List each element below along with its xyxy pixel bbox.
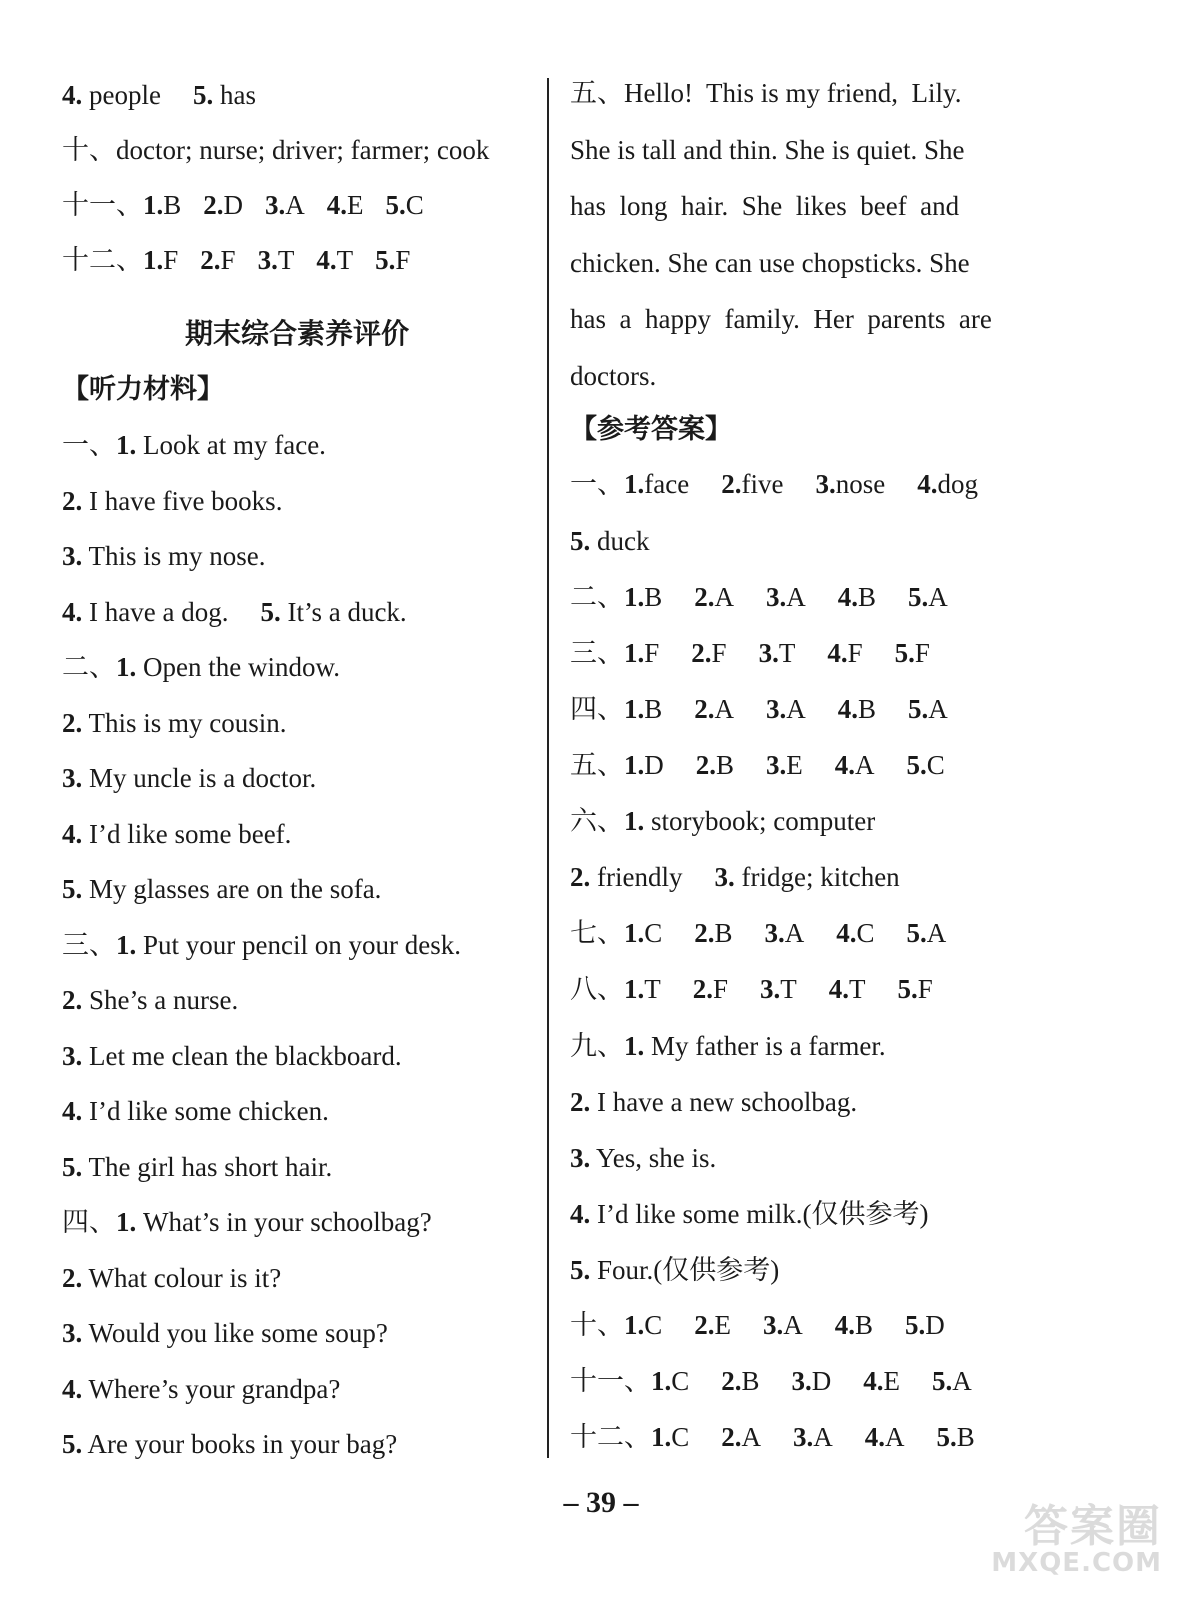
item-number: 4. xyxy=(837,694,859,724)
item-text: Are your books in your bag? xyxy=(82,1429,398,1459)
item-value: D xyxy=(644,750,664,780)
section-prefix: 八、 xyxy=(570,974,624,1004)
item-text: Would you like some soup? xyxy=(82,1318,388,1348)
section-prefix: 三、 xyxy=(570,638,624,668)
item-number: 2. xyxy=(691,638,712,668)
item-text: duck xyxy=(590,526,650,556)
item-text: She’s a nurse. xyxy=(82,985,239,1015)
answer-row xyxy=(570,748,945,782)
item-number: 5. xyxy=(897,974,918,1004)
item-number: 4. xyxy=(326,190,348,220)
item-text: Open the window. xyxy=(136,652,340,682)
answer-line xyxy=(62,78,256,112)
answer-line xyxy=(570,1029,886,1063)
item-value: B xyxy=(644,694,663,724)
item-number: 3. xyxy=(764,918,785,948)
item-number: 5. xyxy=(932,1366,953,1396)
passage-line: She is tall and thin. She is quiet. She xyxy=(570,134,965,165)
item-number: 1. xyxy=(116,1207,137,1237)
passage-line: 五、Hello! This is my friend, Lily. xyxy=(570,78,962,108)
item-number: 1. xyxy=(116,430,137,460)
item-number: 2. xyxy=(62,707,83,738)
answer-line xyxy=(570,1141,716,1175)
item-number: 3. xyxy=(62,1040,83,1071)
item-number: 2. xyxy=(62,485,83,516)
item-value: C xyxy=(856,918,875,948)
item-number: 4. xyxy=(834,1310,856,1340)
item-text: Put your pencil on your desk. xyxy=(136,929,461,960)
item-number: 1. xyxy=(624,694,645,724)
item-text: fridge; kitchen xyxy=(734,862,900,892)
listening-line xyxy=(62,539,266,573)
item-value: A xyxy=(928,582,948,612)
section-prefix: 十二、 xyxy=(570,1422,651,1452)
item-number: 3. xyxy=(766,694,787,724)
item-number: 3. xyxy=(791,1366,812,1396)
item-value: A xyxy=(786,582,806,612)
item-number: 4. xyxy=(827,638,848,668)
item-number: 2. xyxy=(694,1310,715,1340)
item-number: 4. xyxy=(836,918,857,948)
answer-row xyxy=(570,916,946,950)
item-value: C xyxy=(671,1422,690,1452)
item-value: E xyxy=(786,750,803,780)
item-text: This is my cousin. xyxy=(82,707,287,738)
answer-line xyxy=(570,860,900,894)
item-value: A xyxy=(786,694,806,724)
passage-line: has long hair. She likes beef and xyxy=(570,191,960,221)
item-value: B xyxy=(714,918,733,948)
listening-line xyxy=(62,428,326,462)
section-prefix: 一、 xyxy=(62,430,116,460)
item-value: B xyxy=(855,1310,874,1340)
item-number: 5. xyxy=(260,596,281,627)
item-number: 4. xyxy=(863,1366,884,1396)
item-value: A xyxy=(926,918,947,948)
item-value: T xyxy=(644,974,661,1004)
item-number: 5. xyxy=(908,582,929,612)
item-number: 3. xyxy=(815,469,836,499)
item-text: What’s in your schoolbag? xyxy=(136,1207,432,1237)
item-number: 3. xyxy=(766,750,787,780)
section-prefix: 十二、 xyxy=(62,245,143,275)
answer-line xyxy=(570,804,875,838)
item-number: 5. xyxy=(62,1151,83,1182)
item-number: 4. xyxy=(834,750,856,780)
item-number: 4. xyxy=(316,245,337,275)
item-number: 2. xyxy=(721,1366,742,1396)
item-number: 2. xyxy=(695,750,716,780)
item-number: 1. xyxy=(624,1031,645,1061)
item-text: My uncle is a doctor. xyxy=(82,763,317,793)
item-value: F xyxy=(847,638,863,668)
item-value: C xyxy=(926,750,945,780)
item-number: 2. xyxy=(721,1422,742,1452)
answer-row xyxy=(570,580,948,614)
item-value: T xyxy=(780,974,797,1004)
item-text: I’d like some beef. xyxy=(82,818,292,849)
watermark-url: MXQE.COM xyxy=(991,1548,1162,1578)
item-number: 2. xyxy=(694,694,715,724)
passage-line: chicken. She can use chopsticks. She xyxy=(570,247,970,278)
item-text: people xyxy=(82,80,161,110)
section-prefix: 九、 xyxy=(570,1031,624,1061)
item-value: A xyxy=(783,1310,803,1340)
item-value: B xyxy=(858,582,877,612)
item-number: 4. xyxy=(864,1422,886,1452)
item-number: 3. xyxy=(570,1143,591,1173)
page-number: – 39 – xyxy=(563,1486,639,1519)
item-number: 2. xyxy=(62,1262,83,1293)
item-number: 5. xyxy=(62,1429,83,1459)
section-prefix: 四、 xyxy=(570,694,624,724)
listening-line xyxy=(62,650,340,684)
item-text: I have five books. xyxy=(82,485,283,516)
item-value: T xyxy=(336,245,354,275)
item-value: five xyxy=(741,469,784,499)
listening-header: 【听力材料】 xyxy=(62,374,224,405)
answer-line xyxy=(570,1253,779,1287)
answer-row xyxy=(570,636,930,670)
item-number: 1. xyxy=(143,245,164,275)
item-number: 4. xyxy=(837,582,859,612)
section-prefix: 十一、 xyxy=(570,1366,651,1396)
item-number: 3. xyxy=(760,974,781,1004)
item-text: I have a dog. xyxy=(82,596,229,627)
item-number: 4. xyxy=(62,818,83,849)
section-title: 期末综合素养评价 xyxy=(184,317,409,350)
listening-line xyxy=(62,484,282,518)
item-number: 4. xyxy=(62,80,83,110)
listening-line xyxy=(62,872,381,906)
item-value: A xyxy=(741,1422,762,1452)
passage-line: doctors. xyxy=(570,360,657,391)
item-number: 5. xyxy=(936,1422,957,1452)
item-number: 1. xyxy=(624,974,645,1004)
item-number: 2. xyxy=(62,985,83,1015)
section-prefix: 一、 xyxy=(570,469,624,499)
item-value: A xyxy=(855,750,875,780)
item-number: 2. xyxy=(694,582,715,612)
item-number: 4. xyxy=(570,1199,591,1229)
item-text: Where’s your grandpa? xyxy=(82,1373,341,1404)
item-number: 1. xyxy=(651,1422,672,1452)
section-prefix: 六、 xyxy=(570,806,624,836)
item-value: A xyxy=(952,1366,972,1396)
item-number: 5. xyxy=(375,245,396,275)
item-value: D xyxy=(223,190,244,220)
item-value: E xyxy=(347,190,364,220)
section-prefix: 二、 xyxy=(570,582,624,612)
item-number: 2. xyxy=(721,469,742,499)
item-value: E xyxy=(883,1366,901,1396)
section-prefix: 二、 xyxy=(62,652,116,682)
item-value: B xyxy=(956,1422,975,1452)
item-number: 2. xyxy=(694,918,715,948)
listening-line xyxy=(62,1094,329,1128)
listening-line xyxy=(62,706,287,740)
answer-row xyxy=(570,1364,972,1398)
item-text: storybook; computer xyxy=(644,806,876,836)
item-value: B xyxy=(741,1366,760,1396)
item-number: 3. xyxy=(257,245,278,275)
item-text: Four.(仅供参考) xyxy=(590,1255,780,1285)
item-number: 3. xyxy=(766,582,787,612)
item-text: What colour is it? xyxy=(82,1262,282,1293)
answers-header: 【参考答案】 xyxy=(570,414,732,445)
item-value: T xyxy=(277,245,295,275)
item-value: B xyxy=(644,582,663,612)
column-divider xyxy=(547,78,549,1458)
item-value: B xyxy=(716,750,735,780)
item-number: 3. xyxy=(758,638,779,668)
section-prefix: 十、 xyxy=(570,1310,624,1340)
answer-line xyxy=(570,1197,928,1231)
item-value: B xyxy=(163,190,182,220)
item-number: 3. xyxy=(62,1318,83,1348)
item-value: nose xyxy=(835,469,886,499)
section-prefix: 七、 xyxy=(570,918,624,948)
item-text: I’d like some chicken. xyxy=(82,1096,329,1126)
item-number: 1. xyxy=(624,806,645,836)
item-number: 1. xyxy=(624,638,645,668)
item-value: T xyxy=(778,638,796,668)
listening-line xyxy=(62,1316,388,1350)
item-value: face xyxy=(644,469,690,499)
item-value: T xyxy=(849,974,866,1004)
item-value: A xyxy=(714,694,735,724)
item-number: 1. xyxy=(624,1310,645,1340)
section-prefix: 三、 xyxy=(62,929,116,960)
item-value: A xyxy=(813,1422,833,1452)
listening-line xyxy=(62,1427,397,1461)
answer-row xyxy=(570,972,933,1006)
item-number: 3. xyxy=(763,1310,784,1340)
item-value: E xyxy=(714,1310,732,1340)
item-number: 5. xyxy=(570,1255,591,1285)
item-value: C xyxy=(644,918,663,948)
item-text: It’s a duck. xyxy=(280,596,407,627)
item-number: 4. xyxy=(828,974,850,1004)
item-text: Yes, she is. xyxy=(590,1143,717,1173)
section-prefix: 四、 xyxy=(62,1207,116,1237)
listening-line xyxy=(62,1261,281,1295)
item-number: 3. xyxy=(62,763,83,793)
item-number: 5. xyxy=(192,80,214,110)
item-text: This is my nose. xyxy=(82,541,266,571)
item-value: F xyxy=(395,245,411,275)
item-number: 2. xyxy=(692,974,713,1004)
item-text: Look at my face. xyxy=(136,430,326,460)
item-number: 3. xyxy=(62,541,83,571)
item-number: 2. xyxy=(570,862,591,892)
listening-line xyxy=(62,983,238,1017)
answer-row xyxy=(62,188,424,222)
item-value: F xyxy=(163,245,179,275)
item-value: A xyxy=(714,582,735,612)
item-number: 3. xyxy=(265,190,286,220)
item-number: 4. xyxy=(62,596,83,627)
item-number: 3. xyxy=(793,1422,814,1452)
listening-line xyxy=(62,1039,402,1073)
listening-line xyxy=(62,595,407,629)
item-value: C xyxy=(405,190,424,220)
item-number: 4. xyxy=(62,1096,83,1126)
item-value: B xyxy=(858,694,877,724)
answer-line: 十、doctor; nurse; driver; farmer; cook xyxy=(62,135,490,165)
item-text: friendly xyxy=(590,862,683,892)
item-number: 3. xyxy=(714,862,735,892)
item-text: My father is a farmer. xyxy=(644,1031,886,1061)
item-value: F xyxy=(220,245,236,275)
item-number: 4. xyxy=(917,469,938,499)
passage-line: has a happy family. Her parents are xyxy=(570,304,992,334)
answer-row xyxy=(62,243,410,277)
item-value: C xyxy=(644,1310,663,1340)
item-text: My glasses are on the sofa. xyxy=(82,874,382,904)
answer-row xyxy=(570,692,948,726)
item-number: 5. xyxy=(906,918,927,948)
item-text: The girl has short hair. xyxy=(82,1151,333,1182)
item-number: 1. xyxy=(624,469,645,499)
item-value: F xyxy=(914,638,930,668)
item-value: C xyxy=(671,1366,690,1396)
item-number: 5. xyxy=(908,694,929,724)
item-number: 5. xyxy=(905,1310,926,1340)
item-number: 2. xyxy=(203,190,224,220)
item-number: 5. xyxy=(385,190,406,220)
item-number: 1. xyxy=(143,190,164,220)
item-value: A xyxy=(885,1422,905,1452)
answer-row xyxy=(570,1308,945,1342)
listening-line xyxy=(62,928,461,962)
item-number: 1. xyxy=(624,918,645,948)
watermark-logo xyxy=(982,1490,1162,1590)
answer-row xyxy=(570,467,978,501)
item-number: 4. xyxy=(62,1373,83,1404)
item-value: A xyxy=(784,918,805,948)
item-number: 1. xyxy=(116,652,137,682)
item-value: F xyxy=(713,974,729,1004)
item-number: 2. xyxy=(570,1087,591,1117)
answer-line xyxy=(570,524,649,558)
item-number: 1. xyxy=(116,929,137,960)
item-value: F xyxy=(917,974,933,1004)
item-number: 5. xyxy=(906,750,927,780)
section-prefix: 十一、 xyxy=(62,190,143,220)
listening-line xyxy=(62,1372,340,1406)
item-number: 1. xyxy=(624,582,645,612)
answer-line xyxy=(570,1085,857,1119)
item-value: D xyxy=(925,1310,945,1340)
item-number: 5. xyxy=(62,874,83,904)
item-text: Let me clean the blackboard. xyxy=(82,1040,402,1071)
listening-line xyxy=(62,1205,432,1239)
item-value: A xyxy=(928,694,948,724)
listening-line xyxy=(62,1150,332,1184)
listening-line xyxy=(62,761,316,795)
item-text: has xyxy=(213,80,256,110)
item-text: I’d like some milk.(仅供参考) xyxy=(590,1199,929,1229)
answer-row xyxy=(570,1420,975,1454)
item-number: 1. xyxy=(651,1366,672,1396)
item-text: I have a new schoolbag. xyxy=(590,1087,858,1117)
listening-line xyxy=(62,817,291,851)
item-value: F xyxy=(711,638,727,668)
item-value: F xyxy=(644,638,660,668)
item-value: D xyxy=(811,1366,832,1396)
watermark-text: 答案圈 xyxy=(1024,1501,1162,1552)
item-number: 5. xyxy=(570,526,591,556)
item-value: dog xyxy=(937,469,978,499)
item-number: 2. xyxy=(200,245,221,275)
item-number: 5. xyxy=(894,638,915,668)
item-number: 1. xyxy=(624,750,645,780)
item-value: A xyxy=(285,190,305,220)
section-prefix: 五、 xyxy=(570,750,624,780)
